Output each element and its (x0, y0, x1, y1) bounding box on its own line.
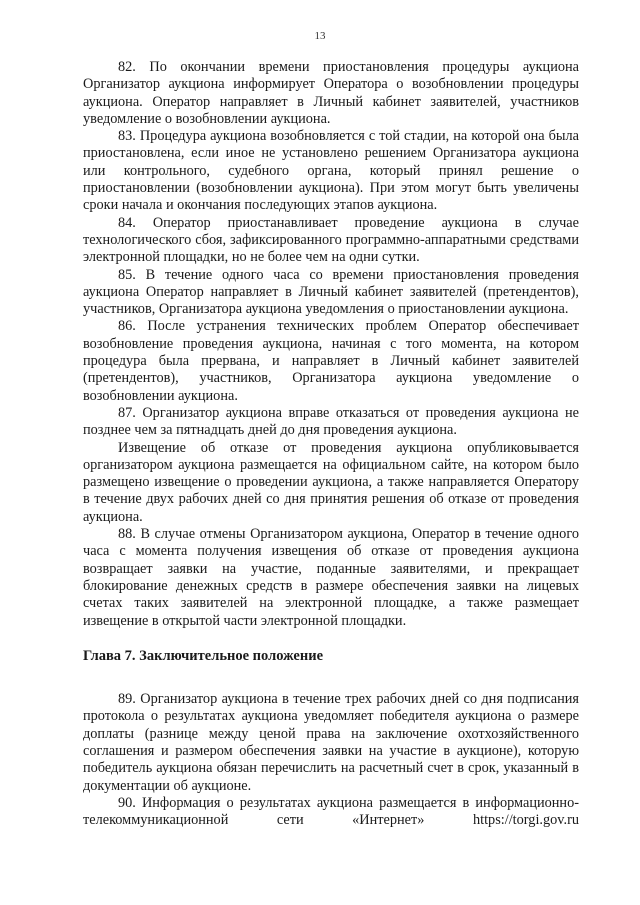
paragraph-89: 89. Организатор аукциона в течение трех рабочих дней со дня подписания протокола о результатах аукциона уведомляет победителя аукциона о размере доплаты (разнице между ценой права на заключение охотхозяйственного соглашения и размером обеспечения заявки на участие в аукционе), которую победитель аукциона обязан перечислить на расчетный счет в срок, указанный в документации об аукционе. (83, 691, 579, 794)
paragraph-86: 86. После устранения технических проблем Оператор обеспечивает возобновление проведения аукциона, начиная с того момента, на котором процедура была прервана, и направляет в Личный кабинет заявителей (претендентов), участников, Организатора аукциона уведомление о возобновлении аукциона. (83, 318, 579, 404)
paragraph-90: 90. Информация о результатах аукциона размещается в информационно-телекоммуникационной сети «Интернет» https://torgi.gov.ru (83, 794, 579, 829)
paragraph-82: 82. По окончании времени приостановления процедуры аукциона Организатор аукциона информирует Оператора о возобновлении процедуры аукциона. Оператор направляет в Личный кабинет заявителей, участников уведомление о возобновлении аукциона. (83, 59, 579, 127)
chapter-heading: Глава 7. Заключительное положение (83, 647, 324, 664)
paragraph-87: 87. Организатор аукциона вправе отказаться от проведения аукциона не позднее чем за пятнадцать дней до дня проведения аукциона. (83, 404, 579, 439)
paragraph-88: 88. В случае отмены Организатором аукциона, Оператор в течение одного часа с момента получения извещения об отказе от проведения аукциона возвращает заявки на участие, поданные заявителями, и прекращает блокирование денежных средств в размере обеспечения заявки на лицевых счетах таких заявителей на электронной площадке, а также размещает извещение в открытой части электронной площадки. (83, 526, 579, 629)
paragraph-85: 85. В течение одного часа со времени приостановления проведения аукциона Оператор направляет в Личный кабинет заявителей (претендентов), участников, Организатора аукциона уведомления о приостановлении аукциона. (83, 266, 579, 318)
paragraph-84: 84. Оператор приостанавливает проведение аукциона в случае технологического сбоя, зафиксированного программно-аппаратными средствами электронной площадки, но не более чем на одни сутки. (83, 214, 579, 266)
paragraph-87-notice: Извещение об отказе от проведения аукциона опубликовывается организатором аукциона размещается на официальном сайте, на котором было размещено извещение о проведении аукциона, а также направляется Оператору в течение двух рабочих дней со дня принятия решения об отказе от проведения аукциона. (83, 439, 579, 525)
paragraph-83: 83. Процедура аукциона возобновляется с той стадии, на которой она была приостановлена, если иное не установлено решением Организатора аукциона или контрольного, судебного органа, который принял решение о приостановлении (возобновлении аукциона). При этом могут быть увеличены сроки начала и окончания последующих этапов аукциона. (83, 128, 579, 214)
page-number: 13 (314, 30, 326, 42)
document-body (83, 59, 579, 829)
